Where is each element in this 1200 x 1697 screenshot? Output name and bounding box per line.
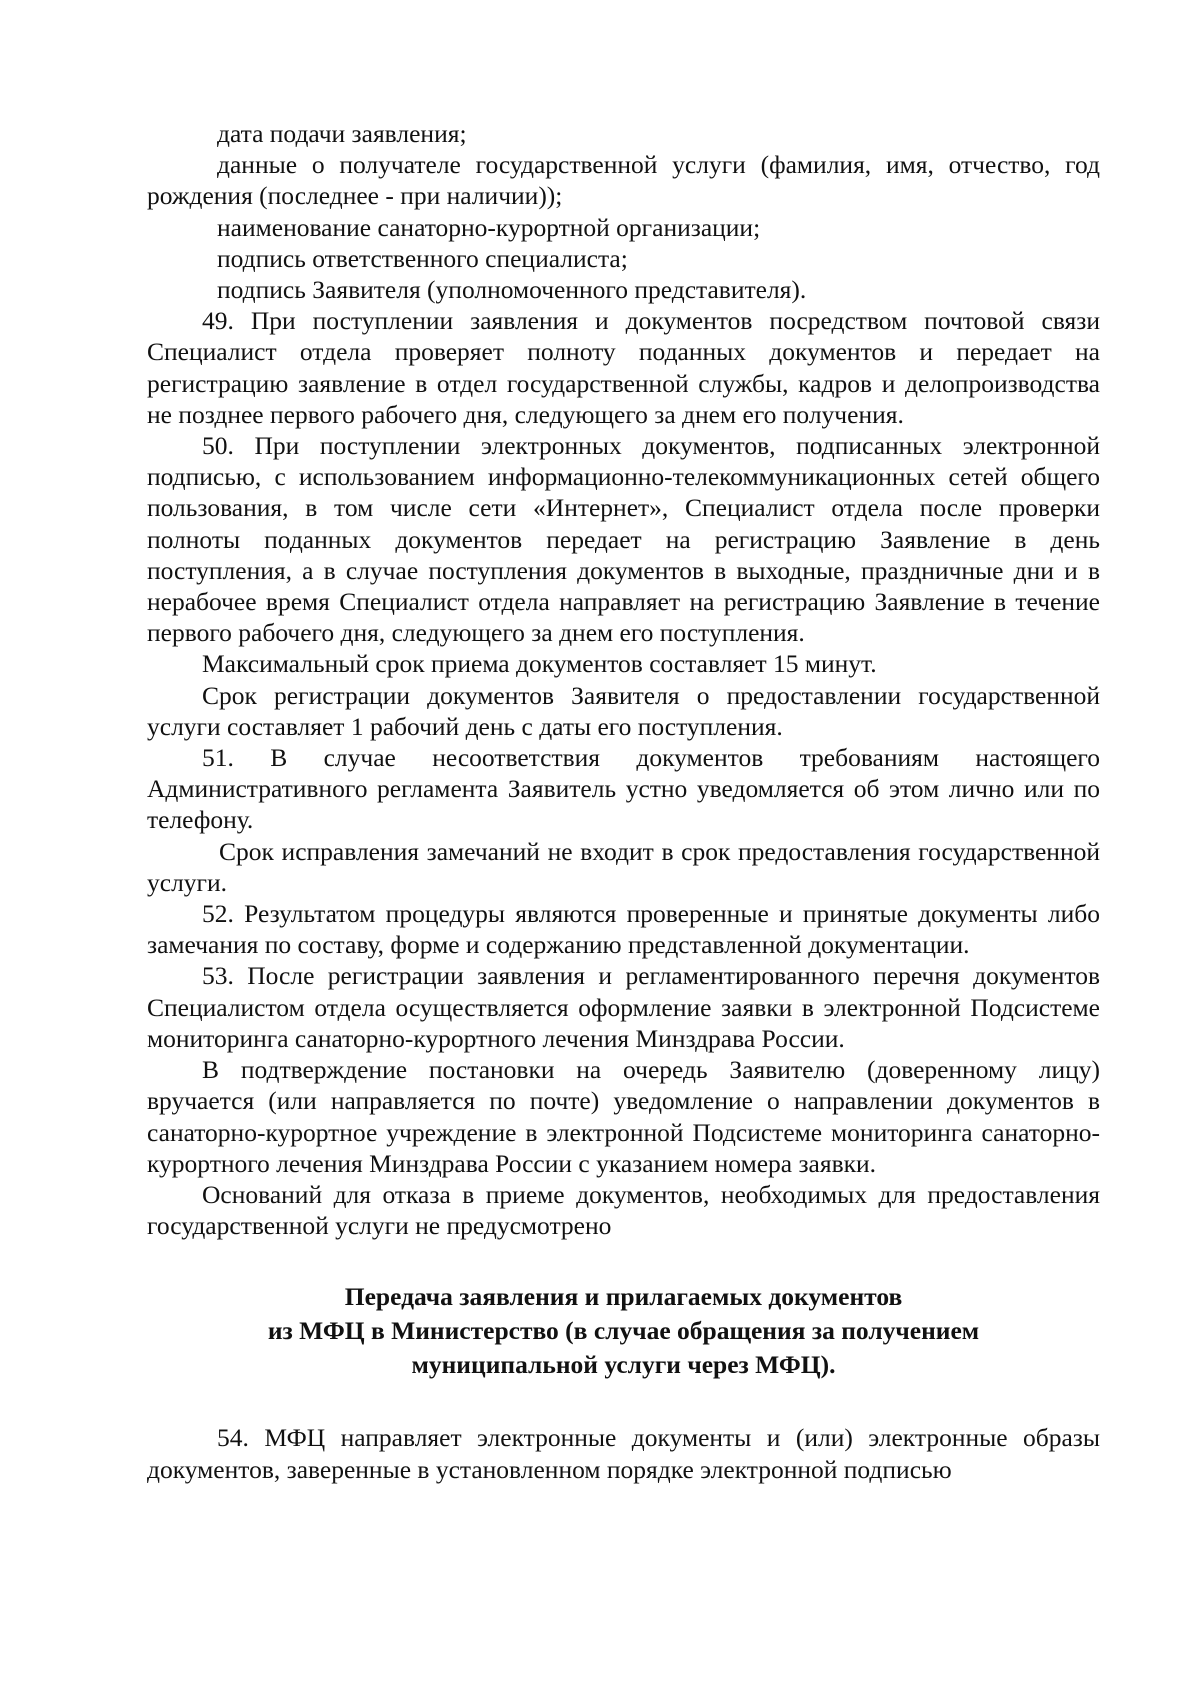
section-heading-line-1: Передача заявления и прилагаемых документов — [344, 1282, 903, 1312]
paragraph-applicant-signature: подпись Заявителя (уполномоченного представителя). — [217, 275, 807, 305]
paragraph-max-reception-time: Максимальный срок приема документов составляет 15 минут. — [202, 649, 877, 679]
paragraph-registration-term: Срок регистрации документов Заявителя о предоставлении государственной услуги составляет 1 рабочий день с даты его поступления. — [147, 680, 1100, 741]
paragraph-submission-date: дата подачи заявления; — [217, 119, 467, 148]
paragraph-no-refusal-grounds: Оснований для отказа в приеме документов, необходимых для предоставления государственной услуги не предусмотрено — [147, 1179, 1100, 1241]
paragraph-clause-53: 53. После регистрации заявления и регламентированного перечня документов Специалистом отдела осуществляется оформление заявки в электронной Подсистеме мониторинга санаторно-курортного лечения Минздрава России. — [147, 961, 1100, 1053]
paragraph-correction-term: Срок исправления замечаний не входит в срок предоставления государственной услуги. — [147, 836, 1100, 897]
paragraph-clause-50: 50. При поступлении электронных документов, подписанных электронной подписью, с использованием информационно-телекоммуникационных сетей общего пользования, в том числе сети «Интернет», Специалист отдела после проверки полноты поданных документов передает на регистрацию Заявление в день поступления, а в случае поступления документов в выходные, праздничные дни и в нерабочее время Специалист отдела направляет на регистрацию Заявление в течение первого рабочего дня, следующего за днем его поступления. — [147, 431, 1100, 648]
section-heading-line-3: муниципальной услуги через МФЦ). — [411, 1350, 836, 1380]
section-heading — [147, 1280, 1100, 1382]
paragraph-clause-49: 49. При поступлении заявления и документов посредством почтовой связи Специалист отдела проверяет полноту поданных документов и передает на регистрацию заявление в отдел государственной службы, кадров и делопроизводства не позднее первого рабочего дня, следующего за днем его получения. — [147, 306, 1100, 429]
paragraph-clause-54: 54. МФЦ направляет электронные документы и (или) электронные образы документов, заверенные в установленном порядке электронной подписью — [147, 1423, 1100, 1484]
paragraph-sanatorium-name: наименование санаторно-курортной организации; — [217, 212, 761, 242]
paragraph-clause-51: 51. В случае несоответствия документов требованиям настоящего Административного регламента Заявитель устно уведомляется об этом лично или по телефону. — [147, 743, 1100, 835]
paragraph-queue-confirmation: В подтверждение постановки на очередь Заявителю (доверенному лицу) вручается (или направляется по почте) уведомление о направлении документов в санаторно-курортное учреждение в электронной Подсистеме мониторинга санаторно-курортного лечения Минздрава России с указанием номера заявки. — [147, 1055, 1100, 1178]
paragraph-clause-52: 52. Результатом процедуры являются проверенные и принятые документы либо замечания по составу, форме и содержанию представленной документации. — [147, 899, 1100, 960]
paragraph-recipient-data: данные о получателе государственной услуги (фамилия, имя, отчество, год рождения (последнее - при наличии)); — [147, 150, 1100, 211]
paragraph-specialist-signature: подпись ответственного специалиста; — [217, 243, 628, 273]
section-heading-line-2: из МФЦ в Министерство (в случае обращения за получением — [267, 1316, 980, 1346]
